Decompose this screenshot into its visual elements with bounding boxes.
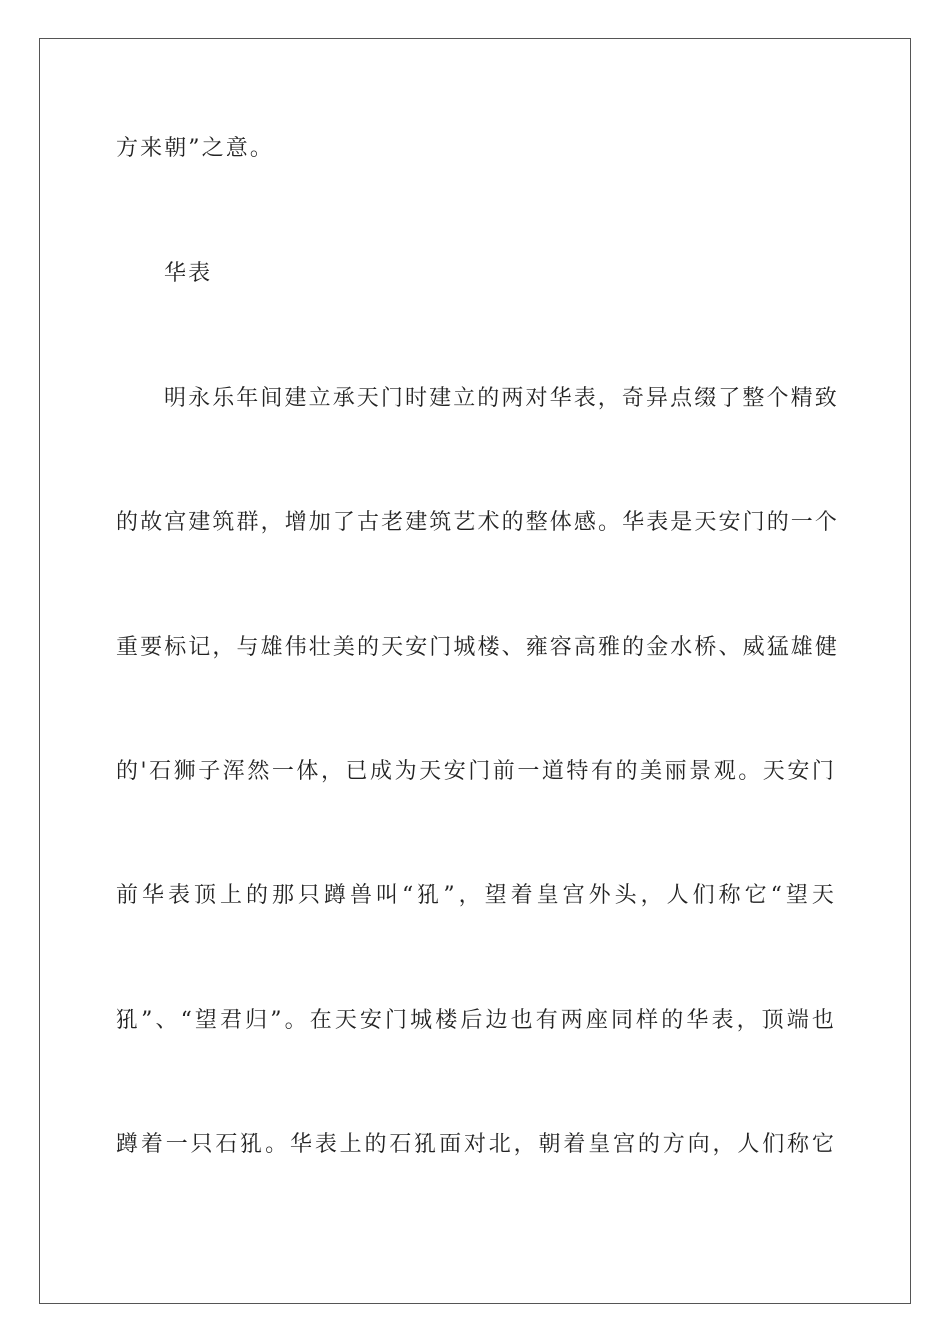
paragraph-line-1: 明永乐年间建立承天门时建立的两对华表，奇异点缀了整个精致 (164, 386, 839, 411)
continuation-text: 方来朝”之意。 (116, 136, 274, 161)
page-border (39, 38, 911, 1304)
paragraph-line-6: 犼”、“望君归”。在天安门城楼后边也有两座同样的华表，顶端也 (116, 1008, 836, 1033)
paragraph-line-4: 的'石狮子浑然一体，已成为天安门前一道特有的美丽景观。天安门 (116, 759, 836, 784)
paragraph-line-2: 的故宫建筑群，增加了古老建筑艺术的整体感。华表是天安门的一个 (116, 510, 840, 535)
section-heading: 华表 (164, 261, 213, 286)
paragraph-line-7: 蹲着一只石犼。华表上的石犼面对北，朝着皇宫的方向，人们称它 (116, 1132, 836, 1157)
paragraph-line-5: 前华表顶上的那只蹲兽叫“犼”，望着皇宫外头，人们称它“望天 (116, 883, 836, 908)
paragraph-line-3: 重要标记，与雄伟壮美的天安门城楼、雍容高雅的金水桥、威猛雄健 (116, 635, 840, 660)
